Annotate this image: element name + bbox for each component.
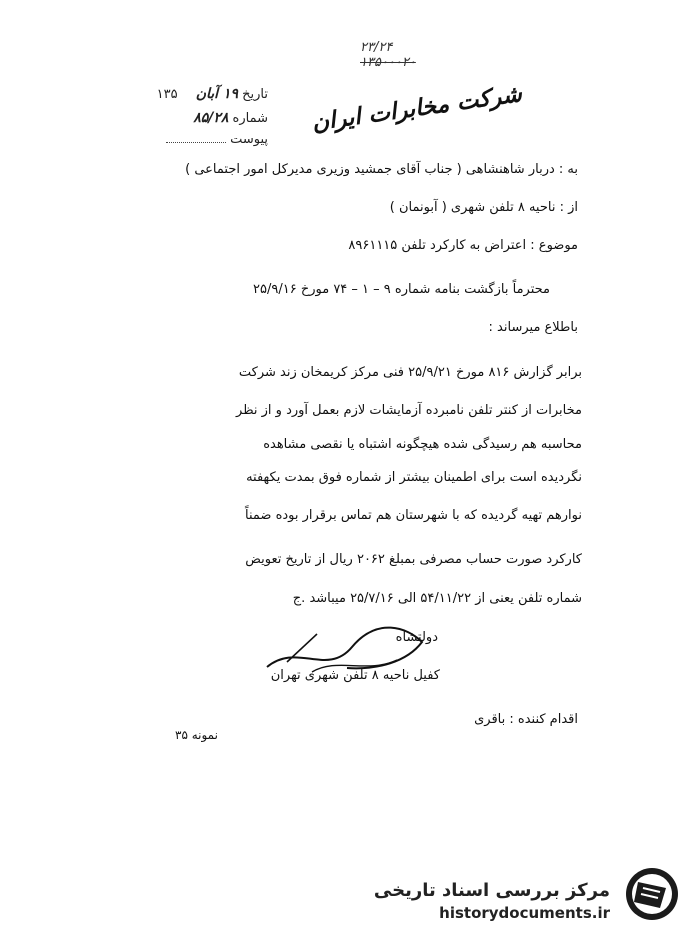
intro-line xyxy=(489,320,578,335)
attachment-label: پیوست xyxy=(230,132,268,147)
body-line: برابر گزارش ۸۱۶ مورخ ۲۵/۹/۲۱ فنی مرکز کریمخان زند شرکت xyxy=(238,365,582,380)
signer-title: کفیل ناحیه ۸ تلفن شهری تهران xyxy=(270,668,440,683)
body-line: محاسبه هم رسیدگی شده هیچگونه اشتباه یا نقصی مشاهده xyxy=(263,437,582,452)
number-value: ۸۵/۲۸ xyxy=(193,110,229,126)
handwritten-note xyxy=(360,40,416,70)
date-value: ۱۹ آبان xyxy=(195,86,238,102)
attachment-row xyxy=(128,132,268,147)
intro-text: باطلاع میرساند : xyxy=(488,320,578,335)
note-line-2: ۱۳۵۰۰۰۲۰ xyxy=(360,55,416,70)
company-logo: شرکت مخابرات ایران xyxy=(310,80,524,137)
body-line: مخابرات از کنتر تلفن نامبرده آزمایشات لازم بعمل آورد و از نظر xyxy=(236,403,582,418)
date-year: ۱۳۵ xyxy=(156,87,178,102)
watermark-url: historydocuments.ir xyxy=(439,904,610,922)
form-number: نمونه ۳۵ xyxy=(175,728,218,742)
sender-line: از : ناحیه ۸ تلفن شهری ( آبونمان ) xyxy=(389,200,578,215)
body-line: کارکرد صورت حساب مصرفی بمبلغ ۲۰۶۲ ریال از تاریخ تعویض xyxy=(245,552,582,567)
note-line-1: ۲۳/۲۴ xyxy=(360,40,393,55)
watermark-logo-icon xyxy=(616,864,686,924)
number-label: شماره xyxy=(232,111,268,126)
recipient-line: به : دربار شاهنشاهی ( جناب آقای جمشید وزیری مدیرکل امور اجتماعی ) xyxy=(185,162,578,177)
subject-line: موضوع : اعتراض به کارکرد تلفن ۸۹۶۱۱۱۵ xyxy=(348,238,578,253)
body-line: شماره تلفن یعنی از ۵۴/۱۱/۲۲ الی ۲۵/۷/۱۶ میباشد .ج xyxy=(292,591,582,606)
signer-name: دولتشاه xyxy=(395,630,438,645)
date-row xyxy=(128,86,268,102)
watermark-title: مرکز بررسی اسناد تاریخی xyxy=(373,880,610,901)
number-row xyxy=(128,110,268,126)
action-officer: اقدام کننده : باقری xyxy=(474,712,578,727)
date-label: تاریخ xyxy=(242,87,268,102)
salutation-line: محترماً بازگشت بنامه شماره ۹ – ۱ – ۷۴ مورخ ۲۵/۹/۱۶ xyxy=(253,282,550,297)
body-line: نگردیده است برای اطمینان بیشتر از شماره فوق بمدت یکهفته xyxy=(246,470,582,485)
body-line: نوارهم تهیه گردیده که با شهرستان هم تماس برقرار بوده ضمناً xyxy=(245,508,582,523)
